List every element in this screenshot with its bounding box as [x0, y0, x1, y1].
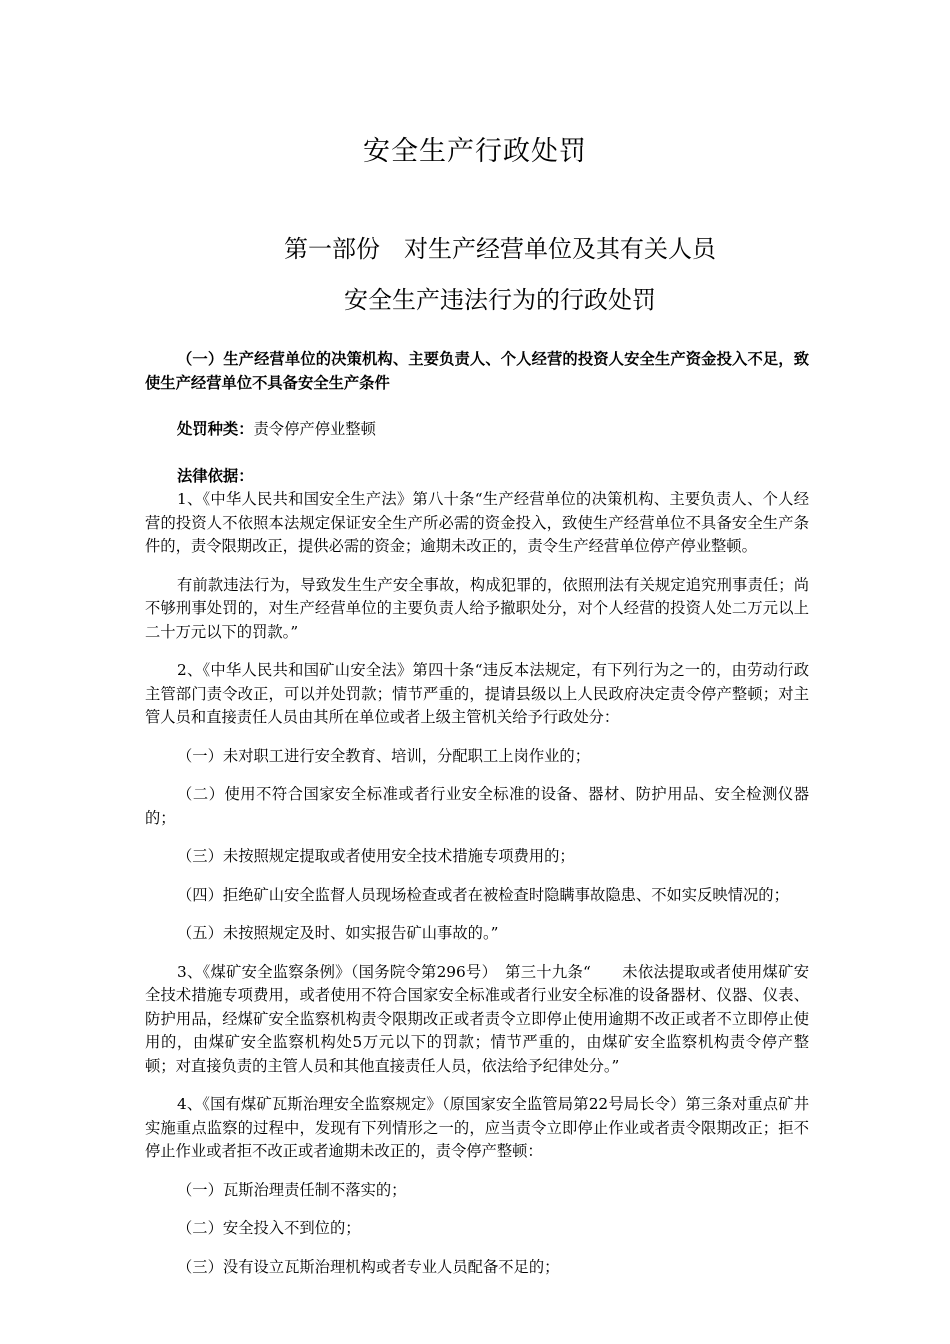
list-item: （一）瓦斯治理责任制不落实的； [177, 1180, 407, 1199]
paragraph: 1、《中华人民共和国安全生产法》第八十条“生产经营单位的决策机构、主要负责人、个人经营的投资人不依照本法规定保证安全生产所必需的资金投入，致使生产经营单位不具备安全生产条件的，责令限期改正，提供必需的资金；逾期未改正的，责令生产经营单位停产停业整顿。 [145, 490, 809, 555]
paragraph: 有前款违法行为，导致发生生产安全事故，构成犯罪的，依照刑法有关规定追究刑事责任；尚不够刑事处罚的，对生产经营单位的主要负责人给予撤职处分，对个人经营的投资人处二万元以上二十万元以下的罚款。” [145, 575, 809, 641]
list-item: （四）拒绝矿山安全监督人员现场检查或者在被检查时隐瞒事故隐患、不如实反映情况的； [177, 885, 789, 904]
paragraph: 3、《煤矿安全监察条例》（国务院令第296号） 第三十九条“ 未依法提取或者使用煤矿安全技术措施专项费用，或者使用不符合国家安全标准或者行业安全标准的设备器材、仪器、仪表、防护用品，经煤矿安全监察机构责令限期改正或者责令立即停止使用逾期不改正或者不立即停止使用的，由煤矿安全监察机构处5万元以下的罚款；情节严重的，由煤矿安全监察机构责令停产整顿；对直接负责的主管人员和其他直接责任人员，依法给予纪律处分。” [145, 962, 809, 1075]
list-item: （一）未对职工进行安全教育、培训，分配职工上岗作业的； [177, 746, 591, 765]
document-title: 安全生产行政处罚 [363, 136, 587, 167]
paragraph: 4、《国有煤矿瓦斯治理安全监察规定》（原国家安全监管局第22号局长令）第三条对重点矿井实施重点监察的过程中，发现有下列情形之一的，应当责令立即停止作业或者责令限期改正；拒不停止作业或者拒不改正或者逾期未改正的，责令停产整顿： [145, 1095, 809, 1160]
list-item: （二）安全投入不到位的； [177, 1219, 361, 1237]
list-item: （三）未按照规定提取或者使用安全技术措施专项费用的； [177, 847, 575, 865]
document-body [145, 348, 809, 1279]
list-item: （二）使用不符合国家安全标准或者行业安全标准的设备、器材、防护用品、安全检测仪器的； [145, 785, 809, 827]
penalty-type-label: 处罚种类： [177, 420, 254, 438]
part-heading-line-1: 第一部份 对生产经营单位及其有关人员 [284, 235, 716, 263]
penalty-type-value: 责令停产停业整顿 [253, 420, 376, 438]
part-heading-line-2: 安全生产违法行为的行政处罚 [344, 286, 656, 314]
legal-basis-label: 法律依据： [177, 466, 254, 485]
list-item: （三）没有设立瓦斯治理机构或者专业人员配备不足的； [177, 1257, 560, 1276]
paragraph: 2、《中华人民共和国矿山安全法》第四十条“违反本法规定，有下列行为之一的，由劳动行政主管部门责令改正，可以并处罚款；情节严重的，提请县级以上人民政府决定责令停产整顿；对主管人员和直接责任人员由其所在单位或者上级主管机关给予行政处分： [145, 661, 809, 726]
list-item: （五）未按照规定及时、如实报告矿山事故的。” [177, 924, 499, 942]
section-heading: （一）生产经营单位的决策机构、主要负责人、个人经营的投资人安全生产资金投入不足，致使生产经营单位不具备安全生产条件 [145, 350, 809, 392]
penalty-type [145, 418, 809, 442]
